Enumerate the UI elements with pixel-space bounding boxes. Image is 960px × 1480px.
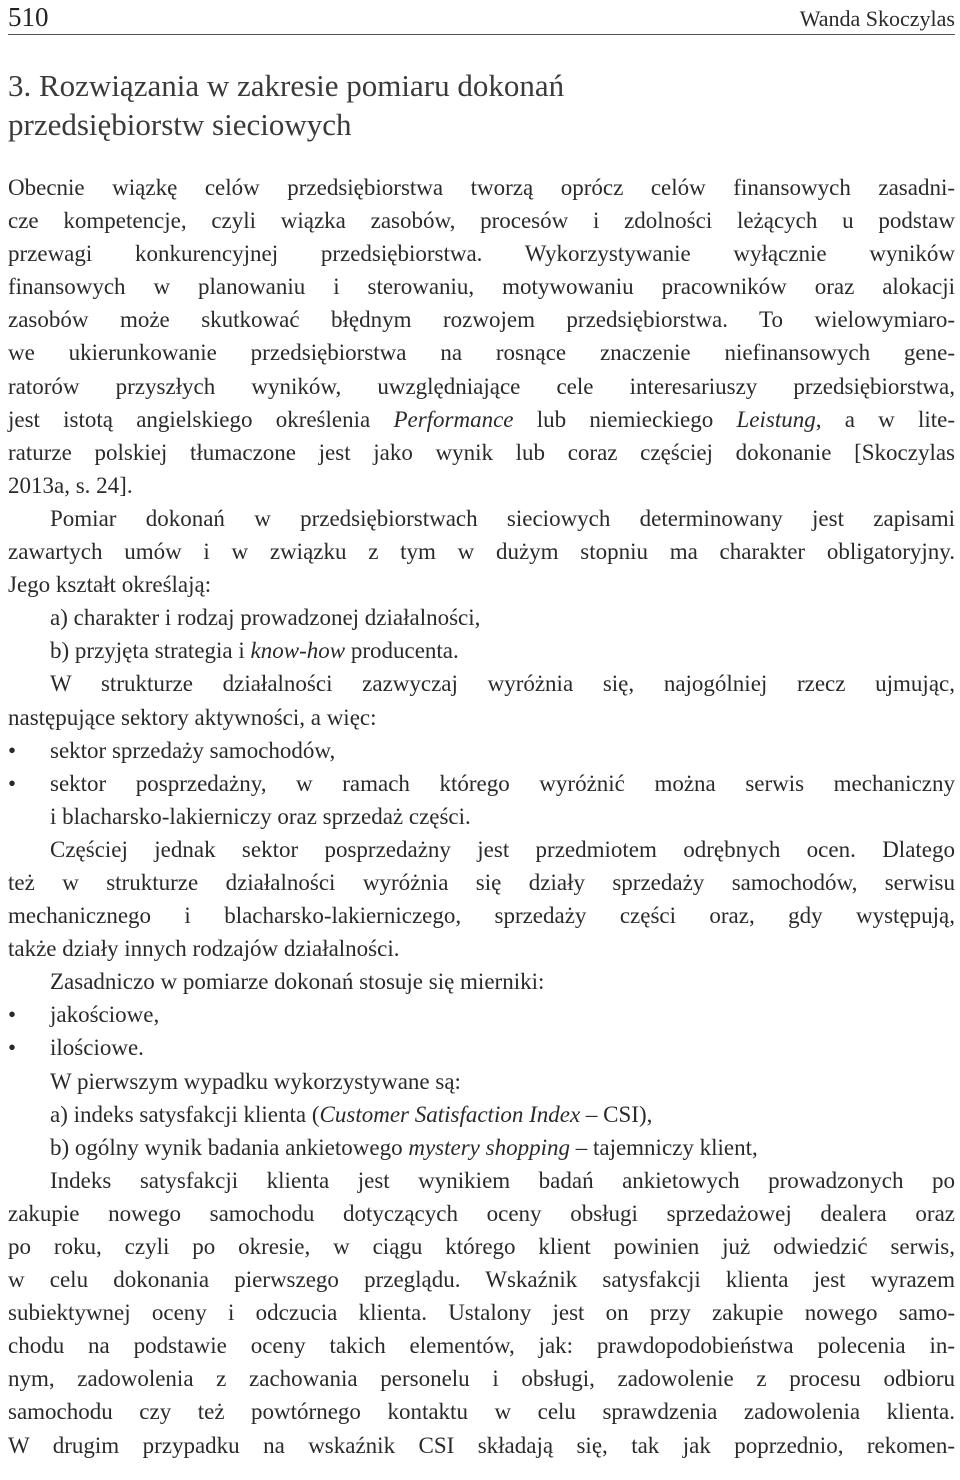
bullet-icon: •	[8, 770, 17, 796]
bullet-text: ilościowe.	[50, 1035, 144, 1061]
text-line: Jego kształt określają:	[8, 572, 212, 598]
text-run: jest istotą angielskiego określenia	[8, 406, 394, 432]
text-line: Pomiar dokonań w przedsiębiorstwach sieciowych determinowany jest zapisami	[50, 505, 955, 531]
text-run: – CSI),	[580, 1101, 653, 1127]
text-run: b) ogólny wynik badania ankietowego	[50, 1134, 409, 1160]
bullet-text: sektor sprzedaży samochodów,	[50, 737, 336, 763]
text-line: następujące sektory aktywności, a więc:	[8, 704, 377, 730]
section-title-line: 3. Rozwiązania w zakresie pomiaru dokonań	[8, 68, 565, 103]
text-line: W strukturze działalności zazwyczaj wyróżnia się, najogólniej rzecz ujmując,	[50, 671, 955, 697]
text-line: W drugim przypadku na wskaźnik CSI składają się, tak jak poprzednio, rekomen-	[8, 1432, 955, 1458]
text-line: w celu dokonania pierwszego przeglądu. Wskaźnik satysfakcji klienta jest wyrazem	[8, 1267, 955, 1293]
text-line: nym, zadowolenia z zachowania personelu i obsługi, zadowolenie z procesu odbioru	[8, 1366, 955, 1392]
text-line: W pierwszym wypadku wykorzystywane są:	[50, 1068, 461, 1094]
text-line: mechanicznego i blacharsko-lakierniczego, sprzedaży części oraz, gdy występują,	[8, 903, 955, 929]
bullet-text: sektor posprzedażny, w ramach którego wyróżnić można serwis mechaniczny	[50, 770, 955, 796]
text-line: Częściej jednak sektor posprzedażny jest przedmiotem odrębnych ocen. Dlatego	[50, 836, 955, 862]
bullet-text: jakościowe,	[50, 1002, 160, 1028]
italic-term: know-how	[250, 638, 346, 664]
text-line: subiektywnej oceny i odczucia klienta. Ustalony jest on przy zakupie nowego samo-	[8, 1300, 955, 1326]
italic-term: Leistung	[736, 406, 816, 432]
bullet-item	[8, 998, 955, 1031]
text-line: finansowych w planowaniu i sterowaniu, motywowaniu pracowników oraz alokacji	[8, 274, 955, 300]
text-line: po roku, czyli po okresie, w ciągu którego klient powinien już odwiedzić serwis,	[8, 1234, 955, 1259]
bullet-icon: •	[8, 1035, 17, 1061]
text-line: Indeks satysfakcji klienta jest wynikiem badań ankietowych prowadzonych po	[50, 1167, 955, 1193]
list-item: a) charakter i rodzaj prowadzonej działalności,	[50, 605, 481, 631]
running-header	[8, 0, 955, 35]
list-item	[8, 634, 955, 667]
section-title	[8, 66, 955, 144]
text-run: , a w lite-	[815, 406, 956, 432]
body-text	[8, 171, 955, 1462]
list-item	[8, 1098, 955, 1131]
bullet-item	[8, 767, 955, 800]
bullet-item	[8, 734, 955, 767]
text-line	[8, 403, 955, 436]
bullet-item	[8, 1031, 955, 1064]
bullet-icon: •	[8, 737, 17, 763]
text-line: raturze polskiej tłumaczone jest jako wynik lub coraz częściej dokonanie [Skoczylas	[8, 439, 955, 465]
text-line: chodu na podstawie oceny takich elementów, jak: prawdopodobieństwa polecenia in-	[8, 1333, 955, 1359]
text-line: samochodu czy też powtórnego kontaktu w celu sprawdzenia zadowolenia klienta.	[8, 1399, 955, 1425]
text-line: też w strukturze działalności wyróżnia się działy sprzedaży samochodów, serwisu	[8, 869, 955, 895]
text-line: cze kompetencje, czyli wiązka zasobów, procesów i zdolności leżących u podstaw	[8, 208, 955, 234]
page-number: 510	[8, 2, 49, 32]
italic-term: mystery shopping	[408, 1134, 570, 1160]
text-run: a) indeks satysfakcji klienta (	[50, 1101, 320, 1127]
author-running-head: Wanda Skoczylas	[799, 6, 955, 31]
text-line: ratorów przyszłych wyników, uwzględniające cele interesariuszy przedsiębiorstwa,	[8, 373, 955, 399]
bullet-continuation: i blacharsko-lakierniczy oraz sprzedaż części.	[50, 803, 471, 829]
italic-term: Customer Satisfaction Index	[319, 1101, 581, 1127]
bullet-icon: •	[8, 1002, 17, 1028]
text-line: zakupie nowego samochodu dotyczących oceny obsługi sprzedażowej dealera oraz	[8, 1200, 955, 1226]
text-line: zasobów może skutkować błędnym rozwojem przedsiębiorstwa. To wielowymiaro-	[8, 307, 955, 333]
text-line: zawartych umów i w związku z tym w dużym stopniu ma charakter obligatoryjny.	[8, 539, 955, 565]
text-run: producenta.	[345, 638, 459, 664]
text-run: b) przyjęta strategia i	[50, 638, 251, 664]
section-title-line: przedsiębiorstw sieciowych	[8, 107, 352, 142]
text-line: Obecnie wiązkę celów przedsiębiorstwa tworzą oprócz celów finansowych zasadni-	[8, 175, 955, 200]
text-line: we ukierunkowanie przedsiębiorstwa na rosnące znaczenie niefinansowych gene-	[8, 340, 955, 366]
text-line: przewagi konkurencyjnej przedsiębiorstwa. Wykorzystywanie wyłącznie wyników	[8, 241, 955, 267]
text-run: – tajemniczy klient,	[569, 1134, 758, 1160]
text-line: także działy innych rodzajów działalności.	[8, 936, 400, 962]
list-item	[8, 1131, 955, 1164]
italic-term: Performance	[393, 406, 514, 432]
text-line: 2013a, s. 24].	[8, 472, 133, 498]
text-line: Zasadniczo w pomiarze dokonań stosuje się mierniki:	[50, 969, 545, 995]
text-run: lub niemieckiego	[513, 406, 737, 432]
